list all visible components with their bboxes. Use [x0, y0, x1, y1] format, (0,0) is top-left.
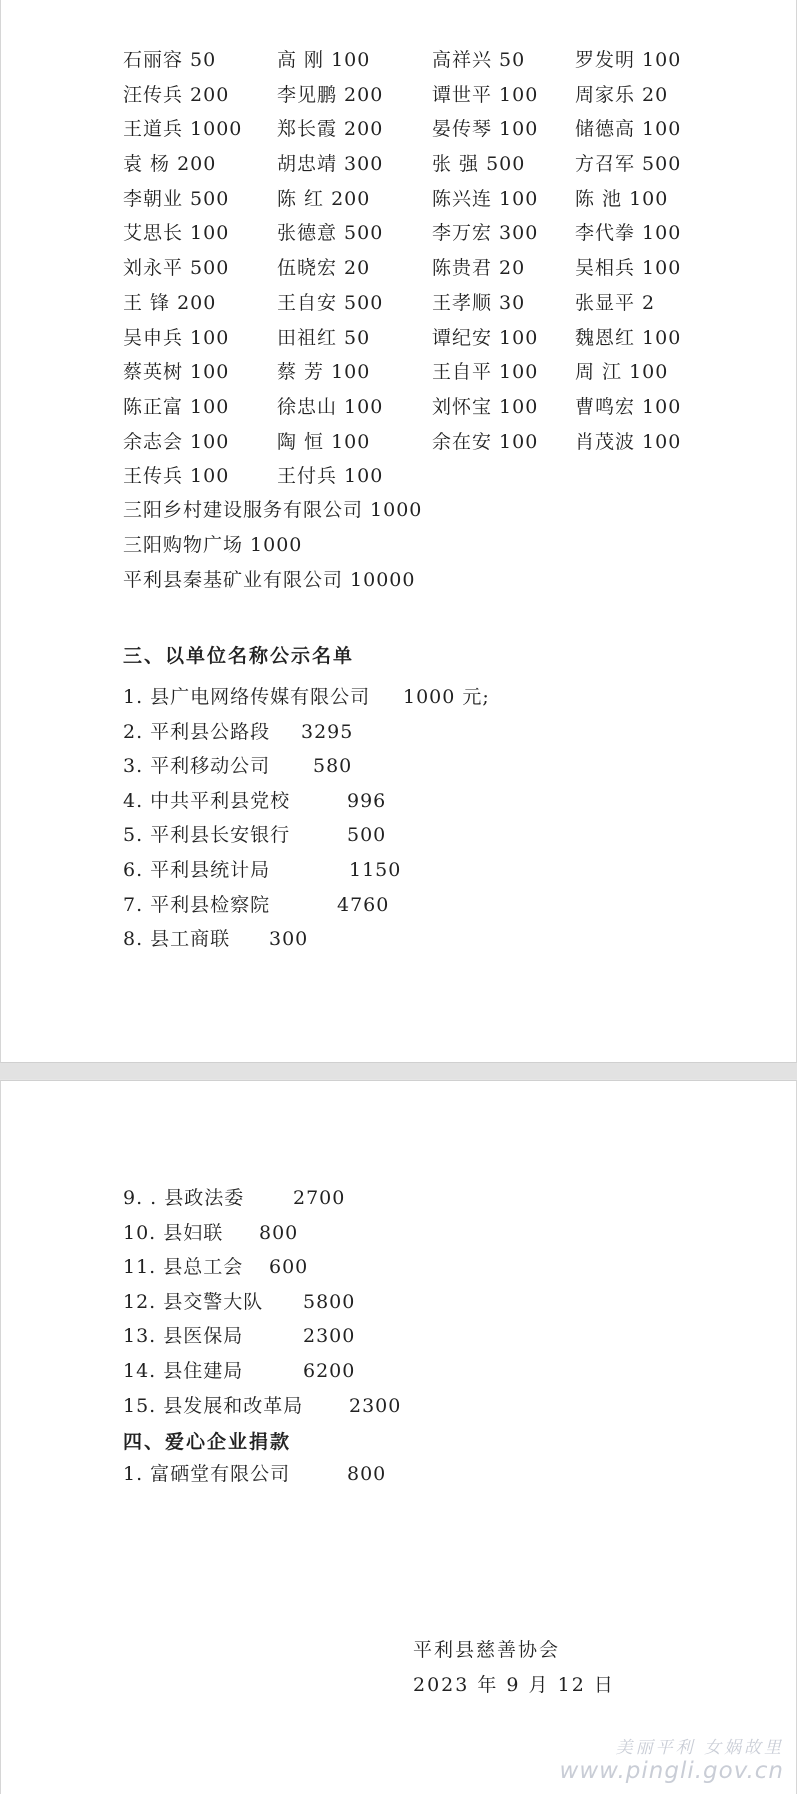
donor-entry: 陈贵君 20 [432, 257, 526, 280]
unit-name: 6. 平利县统计局 [123, 858, 271, 881]
unit-amount: 5800 [303, 1290, 356, 1313]
donor-entry: 肖茂波 100 [575, 430, 682, 453]
unit-name: 3. 平利移动公司 [123, 755, 271, 778]
unit-name: 9. . 县政法委 [123, 1187, 245, 1209]
unit-name: 14. 县住建局 [123, 1359, 244, 1382]
donor-entry: 曹鸣宏 100 [575, 395, 682, 418]
donor-entry: 蔡 芳 100 [277, 361, 371, 384]
org-donor-line: 三阳购物广场 1000 [123, 534, 303, 556]
donor-entry: 谭纪安 100 [432, 326, 539, 349]
donor-entry: 汪传兵 200 [123, 83, 230, 106]
unit-name: 10. 县妇联 [123, 1221, 224, 1244]
unit-name: 12. 县交警大队 [123, 1290, 264, 1313]
donor-entry: 余在安 100 [432, 430, 539, 453]
unit-amount: 3295 [301, 720, 354, 743]
donor-entry: 田祖红 50 [277, 326, 371, 349]
donor-entry: 陈正富 100 [123, 395, 230, 418]
signature-date: 2023 年 9 月 12 日 [413, 1674, 615, 1696]
donor-entry: 罗发明 100 [575, 49, 682, 71]
donor-entry: 陈 红 200 [277, 187, 371, 210]
donor-entry: 周家乐 20 [575, 83, 669, 106]
donor-entry: 方召军 500 [575, 153, 682, 176]
section-four-heading: 四、爱心企业捐款 [123, 1431, 292, 1453]
donor-entry: 王自平 100 [432, 361, 539, 384]
unit-name: 1. 县广电网络传媒有限公司 [123, 686, 371, 708]
donor-entry: 王孝顺 30 [432, 291, 526, 314]
watermark-url: www.pingli.gov.cn [559, 1758, 784, 1784]
watermark-slogan: 美丽平利 女娲故里 [615, 1738, 784, 1758]
page-gap [0, 1063, 797, 1079]
donor-entry: 王道兵 1000 [123, 118, 243, 141]
unit-amount: 2700 [293, 1187, 346, 1209]
unit-name: 2. 平利县公路段 [123, 720, 271, 743]
unit-name: 13. 县医保局 [123, 1325, 244, 1348]
site-watermark [560, 1733, 784, 1784]
donor-entry: 张显平 2 [575, 291, 656, 314]
donor-entry: 吴相兵 100 [575, 257, 682, 280]
donor-entry: 王付兵 100 [277, 465, 384, 488]
unit-amount: 6200 [303, 1359, 356, 1382]
donor-entry: 高祥兴 50 [432, 49, 526, 71]
unit-amount: 580 [313, 755, 353, 778]
donor-entry: 伍晓宏 20 [277, 257, 371, 280]
donor-entry: 李朝业 500 [123, 187, 230, 210]
donor-entry: 张 强 500 [432, 153, 526, 176]
donor-entry: 艾思长 100 [123, 222, 230, 245]
document-page-2 [0, 1080, 797, 1794]
donor-entry: 晏传琴 100 [432, 118, 539, 141]
section-three-heading: 三、以单位名称公示名单 [123, 645, 355, 667]
unit-amount: 1000 元; [403, 686, 490, 708]
donor-entry: 高 刚 100 [277, 49, 371, 71]
unit-name: 11. 县总工会 [123, 1256, 244, 1279]
org-donor-line: 三阳乡村建设服务有限公司 1000 [123, 499, 423, 521]
donor-entry: 蔡英树 100 [123, 361, 230, 384]
org-donor-line: 平利县秦基矿业有限公司 10000 [123, 569, 416, 591]
unit-amount: 996 [347, 789, 387, 812]
donor-entry: 郑长霞 200 [277, 118, 384, 141]
donor-entry: 李见鹏 200 [277, 83, 384, 106]
enterprise-name: 1. 富硒堂有限公司 [123, 1463, 291, 1485]
donor-entry: 魏恩红 100 [575, 326, 682, 349]
unit-amount: 500 [347, 824, 387, 847]
unit-name: 5. 平利县长安银行 [123, 824, 291, 847]
donor-entry: 王自安 500 [277, 291, 384, 314]
donor-entry: 胡忠靖 300 [277, 153, 384, 176]
donor-entry: 储德高 100 [575, 118, 682, 141]
donor-entry: 周 江 100 [575, 361, 669, 384]
donor-entry: 张德意 500 [277, 222, 384, 245]
unit-name: 8. 县工商联 [123, 928, 231, 951]
donor-entry: 谭世平 100 [432, 83, 539, 106]
donor-entry: 李万宏 300 [432, 222, 539, 245]
individual-donor-list [123, 43, 705, 494]
unit-amount: 2300 [349, 1394, 402, 1417]
donor-entry: 石丽容 50 [123, 49, 217, 71]
donor-entry: 陈 池 100 [575, 187, 669, 210]
donor-entry: 袁 杨 200 [123, 153, 217, 176]
donor-entry: 王 锋 200 [123, 291, 217, 314]
unit-amount: 2300 [303, 1325, 356, 1348]
unit-amount: 600 [269, 1256, 309, 1279]
donor-entry: 王传兵 100 [123, 465, 230, 488]
unit-name: 4. 中共平利县党校 [123, 789, 291, 812]
donor-entry: 吴申兵 100 [123, 326, 230, 349]
donor-entry: 余志会 100 [123, 430, 230, 453]
unit-amount: 800 [259, 1221, 299, 1244]
unit-amount: 1150 [349, 858, 402, 881]
signature-org: 平利县慈善协会 [413, 1639, 561, 1661]
donor-entry: 陶 恒 100 [277, 430, 371, 453]
unit-amount: 300 [269, 928, 309, 951]
donor-entry: 李代拳 100 [575, 222, 682, 245]
unit-name: 7. 平利县检察院 [123, 893, 271, 916]
unit-amount: 4760 [337, 893, 390, 916]
donor-entry: 刘怀宝 100 [432, 395, 539, 418]
donor-entry: 刘永平 500 [123, 257, 230, 280]
donor-entry: 徐忠山 100 [277, 395, 384, 418]
enterprise-amount: 800 [347, 1463, 387, 1485]
donor-entry: 陈兴连 100 [432, 187, 539, 210]
unit-name: 15. 县发展和改革局 [123, 1394, 304, 1417]
